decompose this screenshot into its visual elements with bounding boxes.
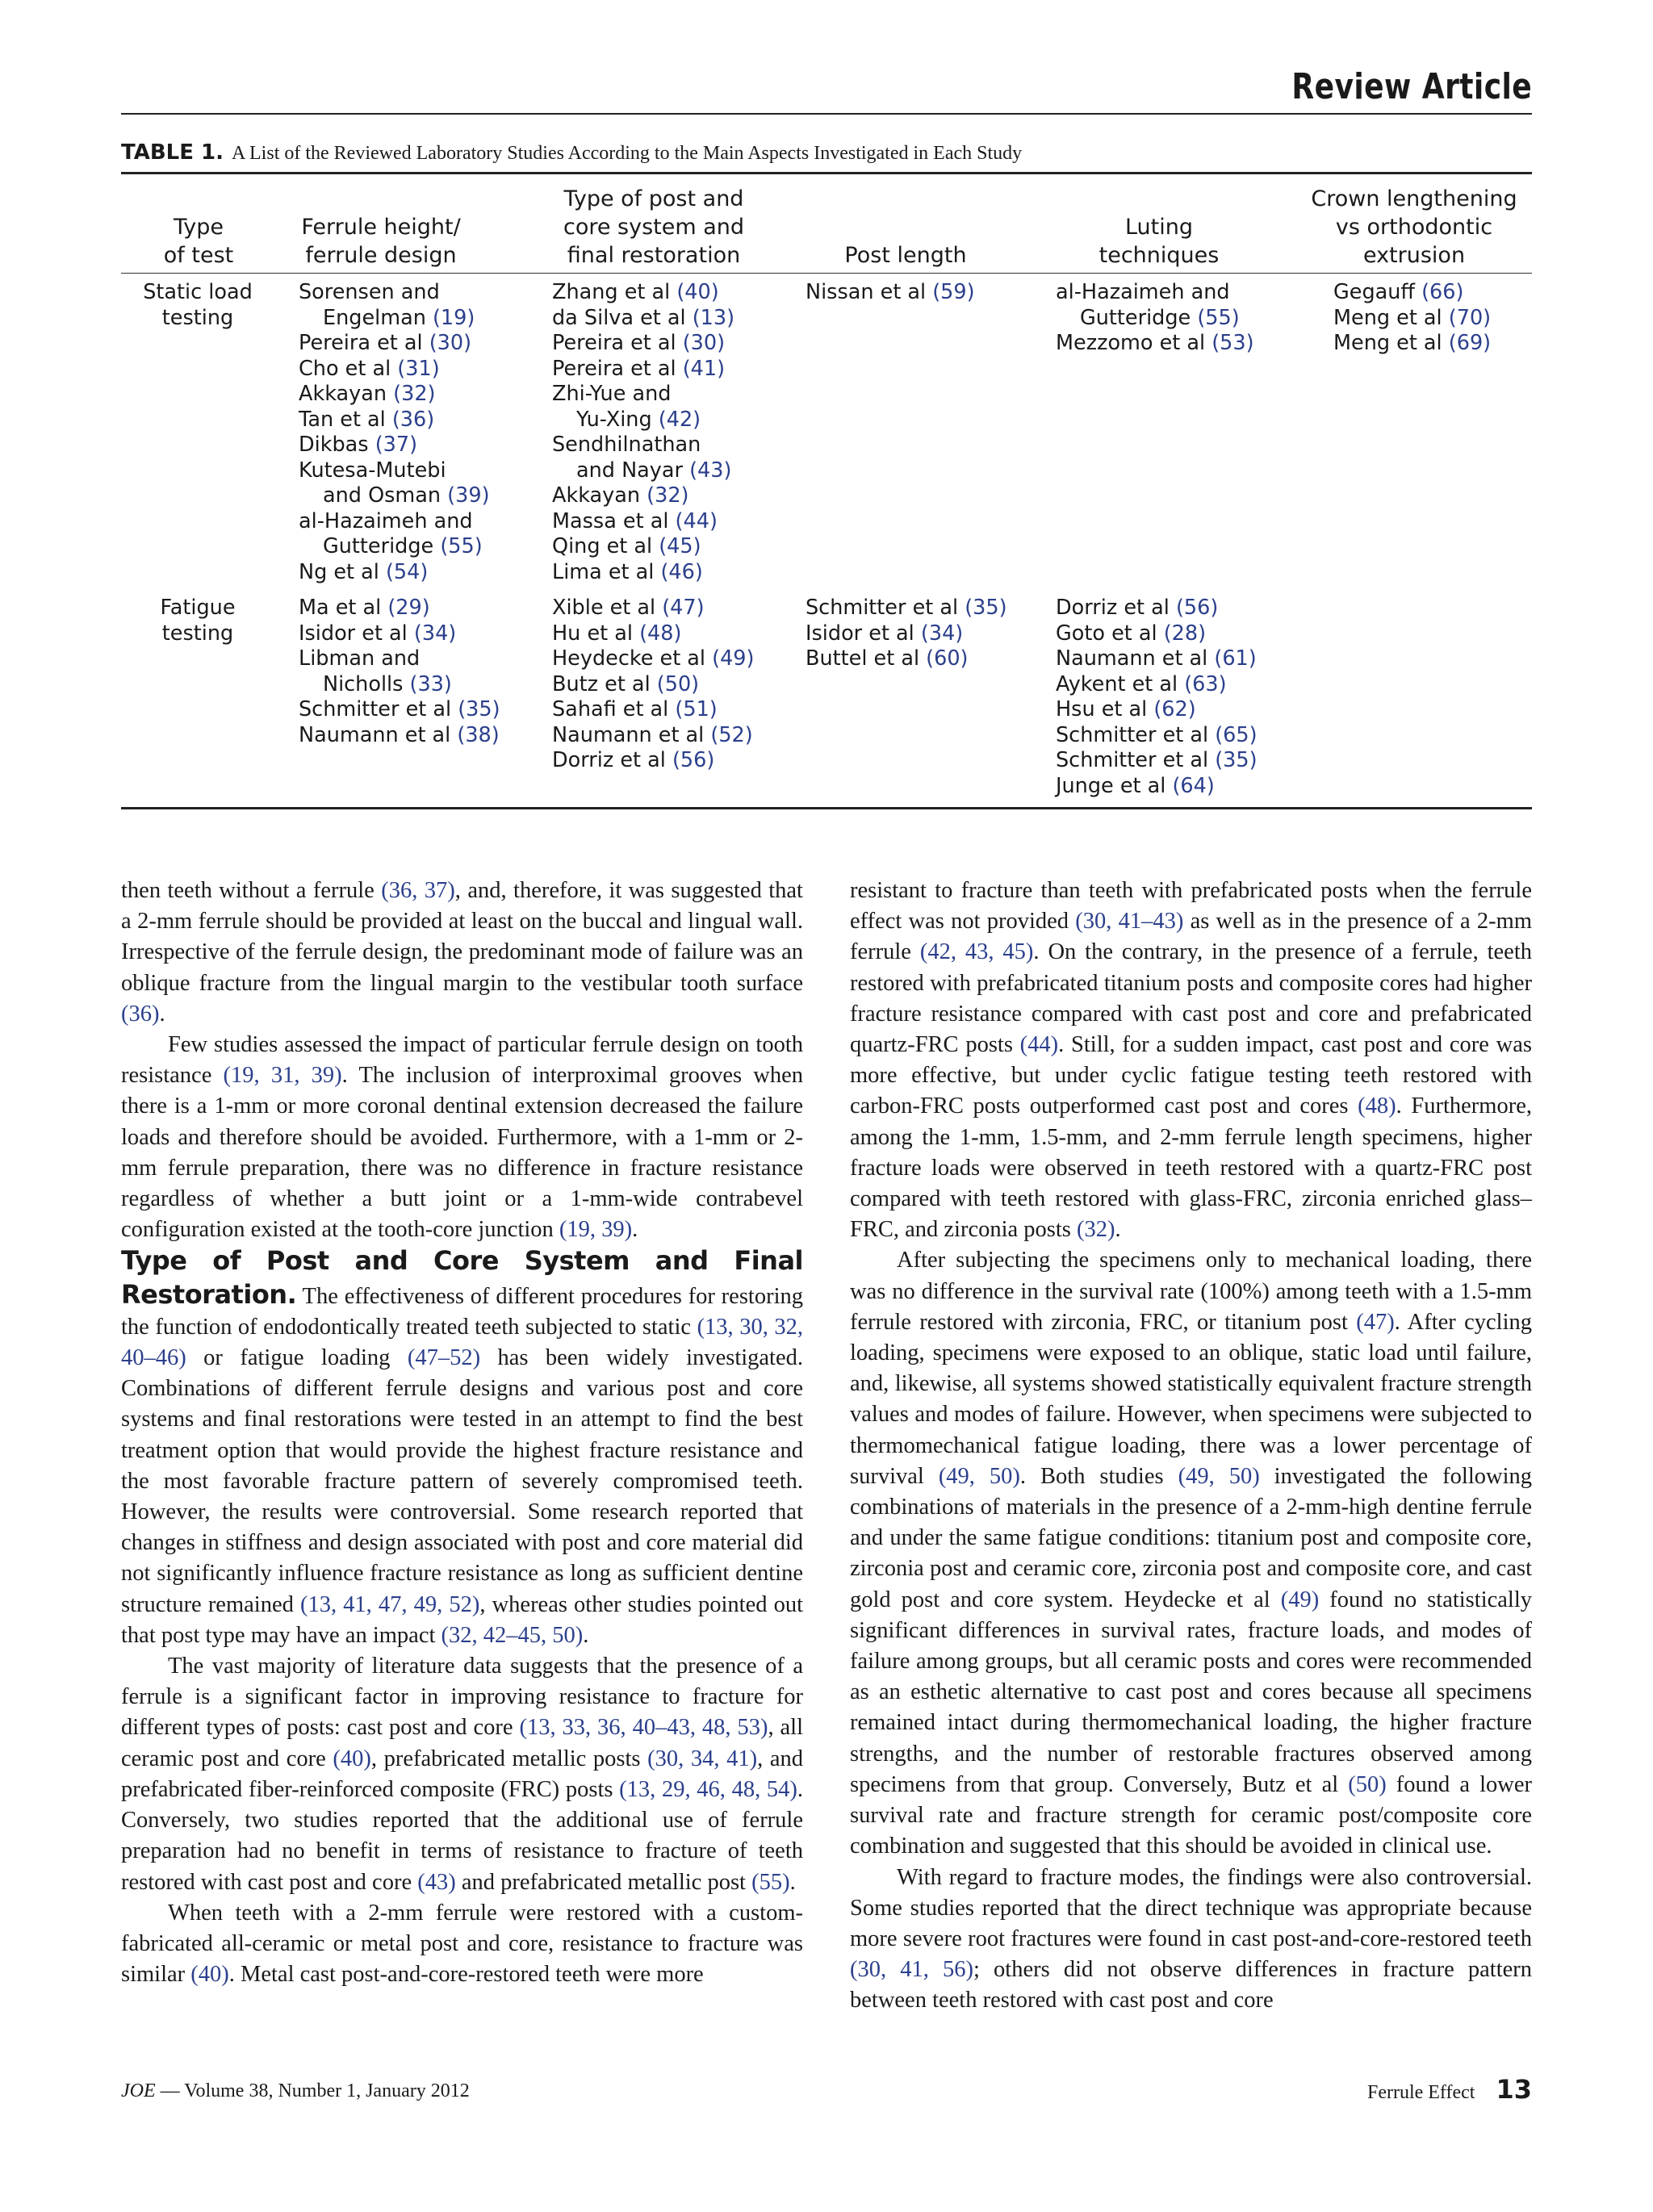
study-citation [1056, 596, 1258, 621]
study-list-cell [806, 596, 1007, 672]
reference-number: (41) [682, 356, 726, 381]
study-citation [299, 723, 500, 749]
reference-number: (47) [662, 596, 705, 620]
text-run: . [159, 1001, 165, 1027]
study-list-cell [552, 596, 754, 774]
text-run: . [583, 1622, 589, 1648]
text-run: . Furthermore, among the 1-mm, 1.5-mm, and 2-mm ferrule length specimens, higher fracture loads were observed in teeth restored with a quartz-FRC post compared with teeth restored with glass-FRC, zirconia enriched glass–FRC, and zirconia posts [850, 1093, 1532, 1243]
study-author: Naumann et al [299, 722, 458, 747]
study-author: Meng et al [1333, 305, 1449, 330]
reference-number: (63) [1184, 671, 1227, 696]
study-citation [552, 723, 754, 749]
footer-section: Ferrule Effect [1366, 2082, 1475, 2103]
text-run: With regard to fracture modes, the findings were also controversial. Some studies reported that the direct technique was appropriate because more severe root fractures were found in cast post-and-core-restored teeth [850, 1864, 1532, 1951]
study-citation [552, 331, 734, 357]
study-author: Heydecke et al [552, 646, 713, 671]
column-header-line: Post length [844, 243, 967, 268]
study-author: Nissan et al [806, 280, 933, 304]
study-citation [1056, 723, 1258, 749]
text-run: and prefabricated metallic post [455, 1869, 752, 1895]
reference-number: (34) [413, 621, 457, 646]
reference-number: (50) [656, 671, 700, 696]
reference-number: (48) [639, 621, 682, 646]
reference-number: (61) [1214, 646, 1257, 671]
study-citation [552, 621, 754, 647]
reference-number: (59) [932, 280, 975, 304]
study-citation [299, 458, 490, 484]
reference-number: (30) [429, 331, 472, 355]
study-citation [552, 534, 734, 560]
text-run: . [789, 1869, 796, 1895]
reference-number: (33) [409, 671, 452, 696]
study-author: Gegauff [1333, 280, 1422, 304]
study-author: Goto et al [1056, 621, 1164, 646]
citation: (36) [121, 1001, 160, 1027]
reference-number: (36) [391, 407, 435, 432]
column-header-line: ferrule design [305, 243, 457, 268]
reference-number: (32) [393, 382, 436, 406]
study-author: Tan et al [299, 407, 392, 432]
reference-number: (35) [1215, 748, 1258, 772]
page-number: 13 [1496, 2074, 1532, 2105]
study-author: Hu et al [552, 621, 640, 646]
right-text-column [850, 876, 1532, 2017]
text-run: Few studies assessed the impact of particular ferrule design on tooth resistance [121, 1032, 803, 1089]
citation: (32, 42–45, 50) [441, 1622, 584, 1648]
test-type-line: testing [161, 305, 234, 330]
reference-number: (44) [675, 508, 718, 533]
study-author: Meng et al [1333, 331, 1449, 355]
citation: (13, 29, 46, 48, 54) [619, 1776, 797, 1802]
study-author: Aykent et al [1056, 671, 1185, 696]
study-author: Dorriz et al [552, 748, 672, 772]
study-citation [299, 433, 490, 458]
reference-number: (37) [375, 433, 418, 457]
reference-number: (38) [457, 722, 500, 747]
text-run: , and prefabricated fiber-reinforced composite (FRC) posts [121, 1746, 804, 1802]
table-label: TABLE 1. [121, 140, 224, 165]
study-author: Nicholls [323, 671, 410, 696]
citation: (50) [1348, 1771, 1387, 1797]
study-citation [299, 306, 490, 332]
study-author: Naumann et al [552, 722, 711, 747]
study-citation [806, 596, 1007, 621]
text-run: as well as in the presence of a 2-mm ferrule [850, 909, 1532, 965]
study-citation [1333, 331, 1491, 357]
study-citation [552, 458, 734, 484]
study-author: Akkayan [552, 483, 647, 508]
study-list-cell [552, 280, 734, 585]
study-citation [299, 672, 500, 698]
reference-number: (62) [1153, 697, 1196, 721]
study-citation [299, 560, 490, 586]
study-citation [1056, 672, 1258, 698]
study-author: Engelman [323, 305, 433, 330]
reference-number: (19) [432, 305, 475, 330]
reference-number: (55) [1197, 305, 1240, 330]
left-text-column [121, 876, 803, 1990]
text-run: . The inclusion of interproximal grooves when there is a 1-mm or more coronal dentinal extension decreased the failure loads and therefore should be avoided. Furthermore, with a 1-mm or 2-mm ferrule preparation, there was no difference in fracture resistance regardless of whether a butt joint or a 1-mm-wide contrabevel configuration existed at the tooth-core junction [121, 1063, 803, 1243]
reference-number: (56) [1175, 596, 1219, 620]
text-run: resistant to fracture than teeth with prefabricated posts when the ferrule effect was not provided [850, 878, 1532, 935]
study-author: Yu-Xing [576, 407, 659, 432]
reference-number: (69) [1448, 331, 1492, 355]
study-citation [299, 357, 490, 383]
reference-number: (49) [712, 646, 755, 671]
study-author: Buttel et al [806, 646, 927, 671]
study-citation [552, 697, 754, 723]
column-header-line: techniques [1099, 243, 1220, 268]
study-list-cell [1056, 596, 1258, 799]
reference-number: (39) [447, 483, 490, 508]
study-author: Xible et al [552, 596, 663, 620]
citation: (48) [1358, 1093, 1396, 1119]
study-author: Schmitter et al [806, 596, 965, 620]
reference-number: (64) [1172, 773, 1215, 798]
text-run: . Conversely, two studies reported that the additional use of ferrule preparation had no benefit in terms of resistance to fracture of teeth restored with cast post and core [121, 1776, 803, 1895]
test-type-line: testing [161, 621, 234, 646]
study-author: Massa et al [552, 508, 676, 533]
study-author: al-Hazaimeh and [299, 508, 473, 533]
study-citation [1056, 748, 1258, 774]
text-run: has been widely investigated. Combinations of different ferrule designs and various post and core systems and final restorations were tested in an attempt to find the best treatment option that would provide the highest fracture resistance and the most favorable fracture pattern of severely compromised teeth. However, the results were controversial. Some research reported that changes in stiffness and design associated with post and core material did not significantly influence fracture resistance as long as sufficient dentine structure remained [121, 1345, 804, 1617]
paragraph [850, 876, 1532, 1245]
test-type-cell [121, 280, 274, 331]
journal-name: JOE [121, 2080, 156, 2101]
footer-right [1367, 2074, 1532, 2105]
reference-number: (51) [675, 697, 718, 721]
citation: (47–52) [407, 1345, 481, 1371]
text-run: , whereas other studies pointed out that post type may have an impact [121, 1591, 804, 1648]
citation: (42, 43, 45) [919, 939, 1034, 965]
reference-number: (30) [682, 331, 726, 355]
column-header [521, 185, 787, 270]
study-citation [299, 621, 500, 647]
text-run: , all ceramic post and core [121, 1715, 803, 1771]
study-author: Zhang et al [552, 280, 677, 304]
study-author: da Silva et al [552, 305, 693, 330]
citation: (30, 34, 41) [647, 1746, 758, 1771]
study-citation [299, 483, 490, 509]
column-header-line: vs orthodontic [1335, 215, 1493, 240]
study-list-cell [806, 280, 975, 306]
study-author: and Nayar [576, 458, 690, 483]
study-citation [1056, 774, 1258, 800]
study-list-cell [299, 280, 490, 585]
reference-number: (52) [710, 722, 753, 747]
reference-number: (35) [458, 697, 500, 721]
text-run: . On the contrary, in the presence of a ferrule, teeth restored with prefabricated titanium posts and composite cores had higher fracture resistance compared with cast post and core and prefabricated quartz-FRC posts [850, 939, 1532, 1058]
citation: (19, 39) [559, 1217, 633, 1243]
study-citation [1056, 331, 1254, 357]
study-citation [552, 483, 734, 509]
citation: (30, 41, 56) [850, 1957, 973, 1983]
study-citation [299, 408, 490, 433]
study-author: Pereira et al [299, 331, 429, 355]
header-rule [121, 113, 1532, 115]
text-run: then teeth without a ferrule [121, 878, 382, 903]
table-bottom-rule [121, 807, 1532, 809]
journal-issue: — Volume 38, Number 1, January 2012 [155, 2080, 470, 2101]
table-header-rule [121, 273, 1532, 274]
study-author: Isidor et al [806, 621, 921, 646]
reference-number: (42) [658, 407, 701, 432]
text-run: When teeth with a 2-mm ferrule were restored with a custom-fabricated all-ceramic or metal post and core, resistance to fracture was similar [121, 1900, 803, 1988]
column-header [801, 241, 1011, 270]
study-citation [552, 672, 754, 698]
paragraph [121, 1030, 803, 1245]
study-author: Butz et al [552, 671, 657, 696]
reference-number: (46) [660, 559, 703, 584]
study-citation [299, 596, 500, 621]
study-author: Gutteridge [1080, 305, 1198, 330]
study-author: Libman and [299, 646, 421, 671]
study-citation [1056, 621, 1258, 647]
text-run: found no statistically significant differences in survival rates, fracture loads, and modes of failure among groups, but all ceramic posts and cores were recommended as an esthetic alternative to cast post and cores because all specimens remained intact during thermomechanical loading, the higher fracture strengths, and the number of restorable fractures observed among specimens from that group. Conversely, Butz et al [850, 1587, 1532, 1797]
study-citation [1056, 697, 1258, 723]
table-caption-text: A List of the Reviewed Laboratory Studies According to the Main Aspects Investigated in Each Study [232, 143, 1023, 164]
paragraph [850, 1863, 1532, 2017]
citation: (13, 33, 36, 40–43, 48, 53) [519, 1715, 768, 1741]
reference-number: (32) [647, 483, 689, 508]
text-run: . [1115, 1217, 1121, 1243]
reference-number: (45) [659, 534, 701, 558]
column-header-line: Luting [1124, 215, 1194, 240]
table-top-rule [121, 172, 1532, 174]
text-run: ; others did not observe differences in fracture pattern between teeth restored with cast post and core [850, 1957, 1532, 2013]
citation: (13, 41, 47, 49, 52) [299, 1591, 480, 1617]
study-citation [299, 509, 490, 535]
study-citation [1333, 306, 1491, 332]
text-run: After subjecting the specimens only to mechanical loading, there was no difference in the survival rate (100%) among teeth with a 1.5-mm ferrule restored with zirconia, FRC, or titanium post [850, 1248, 1532, 1335]
study-author: Sendhilnathan [552, 433, 701, 457]
citation: (44) [1019, 1032, 1059, 1058]
column-header [1281, 185, 1547, 270]
reference-number: (65) [1215, 722, 1258, 747]
citation: (43) [417, 1869, 456, 1895]
study-citation [1056, 306, 1254, 332]
text-run: , and, therefore, it was suggested that a 2-mm ferrule should be provided at least on the buccal and lingual wall. Irrespective of the ferrule design, the predominant mode of failure was an oblique fracture from the lingual margin to the vestibular tooth surface [121, 878, 803, 996]
column-header [126, 213, 271, 270]
study-author: Akkayan [299, 382, 394, 406]
citation: (49) [1280, 1587, 1320, 1612]
study-author: Schmitter et al [1056, 722, 1216, 747]
text-run: or fatigue loading [186, 1345, 408, 1371]
column-header-line: Crown lengthening [1311, 186, 1517, 211]
study-citation [552, 433, 734, 458]
column-header-line: core system and [563, 215, 745, 240]
reference-number: (54) [385, 559, 429, 584]
study-author: Schmitter et al [1056, 748, 1216, 772]
page-header-title: Review Article [1291, 66, 1532, 107]
study-author: Qing et al [552, 534, 659, 558]
section-heading: Type of Post and Core System and Final Restoration. [121, 1245, 803, 1310]
paragraph [121, 1898, 803, 1991]
citation: (49, 50) [1178, 1463, 1260, 1489]
reference-number: (40) [676, 280, 719, 304]
study-citation [552, 382, 734, 408]
study-author: Sahafi et al [552, 697, 676, 721]
study-author: Kutesa-Mutebi [299, 458, 446, 483]
study-author: Dorriz et al [1056, 596, 1176, 620]
study-list-cell [1333, 280, 1491, 357]
reference-number: (34) [920, 621, 964, 646]
study-citation [552, 408, 734, 433]
study-citation [299, 534, 490, 560]
reference-number: (13) [692, 305, 735, 330]
study-author: Sorensen and [299, 280, 440, 304]
text-run: . Metal cast post-and-core-restored teeth were more [228, 1962, 704, 1988]
study-citation [552, 509, 734, 535]
reference-number: (31) [397, 356, 440, 381]
citation: (30, 41–43) [1075, 909, 1184, 935]
reference-number: (28) [1163, 621, 1207, 646]
test-type-line: Fatigue [160, 596, 236, 620]
study-author: and Osman [323, 483, 448, 508]
citation: (40) [333, 1746, 371, 1771]
citation: (19, 31, 39) [223, 1063, 342, 1089]
text-run: The effectiveness of different procedures for restoring the function of endodontically treated teeth subjected to static [121, 1283, 803, 1340]
paragraph [121, 1651, 803, 1898]
citation: (40) [190, 1962, 229, 1988]
text-run: . Both studies [1019, 1463, 1178, 1489]
citation: (55) [751, 1869, 790, 1895]
column-header [260, 213, 502, 270]
text-run: The vast majority of literature data suggests that the presence of a ferrule is a significant factor in improving resistance to fracture for different types of posts: cast post and core [121, 1654, 803, 1741]
study-author: Mezzomo et al [1056, 331, 1212, 355]
footer-journal [121, 2080, 470, 2102]
text-run: . [632, 1217, 638, 1243]
column-header-line: of test [163, 243, 234, 268]
study-author: Ma et al [299, 596, 388, 620]
text-run: . After cycling loading, specimens were exposed to an oblique, static load until failure, and, likewise, all systems showed statistically equivalent fracture strength values and modes of failure. However, when specimens were subjected to thermomechanical fatigue loading, there was a lower percentage of survival [850, 1309, 1532, 1489]
column-header [1038, 213, 1280, 270]
study-citation [552, 306, 734, 332]
column-header-line: Type [173, 215, 224, 240]
study-author: Ng et al [299, 559, 386, 584]
text-run: , prefabricated metallic posts [370, 1746, 648, 1771]
column-header-line: extrusion [1362, 243, 1466, 268]
paragraph [850, 1245, 1532, 1862]
study-author: Hsu et al [1056, 697, 1154, 721]
study-author: Schmitter et al [299, 697, 458, 721]
table-caption [121, 140, 1022, 165]
study-author: Isidor et al [299, 621, 414, 646]
study-author: Zhi-Yue and [552, 382, 672, 406]
study-citation [1333, 280, 1491, 306]
study-author: Junge et al [1056, 773, 1173, 798]
text-run: . Still, for a sudden impact, cast post and core was more effective, but under cyclic fatigue testing teeth restored with carbon-FRC posts outperformed cast post and cores [850, 1032, 1533, 1119]
study-author: Lima et al [552, 559, 661, 584]
study-list-cell [299, 596, 500, 748]
study-author: Naumann et al [1056, 646, 1215, 671]
text-run: investigated the following combinations of materials in the presence of a 2-mm-high dentine ferrule and under the same fatigue conditions: titanium post and composite core, zirconia post and ceramic core, zirconia post and composite core, and cast gold post and core system. Heydecke et al [850, 1463, 1532, 1612]
study-author: Pereira et al [552, 331, 683, 355]
study-citation [552, 560, 734, 586]
study-citation [552, 280, 734, 306]
reference-number: (70) [1448, 305, 1492, 330]
study-citation [299, 280, 490, 306]
citation: (36, 37) [381, 878, 455, 903]
study-citation [299, 331, 490, 357]
study-citation [552, 748, 754, 774]
paragraph [121, 1245, 803, 1651]
study-citation [299, 646, 500, 672]
column-header-line: final restoration [567, 243, 741, 268]
study-citation [299, 697, 500, 723]
study-list-cell [1056, 280, 1254, 357]
citation: (13, 30, 32, 40–46) [121, 1314, 803, 1371]
reference-number: (29) [387, 596, 430, 620]
study-author: al-Hazaimeh and [1056, 280, 1230, 304]
text-run: found a lower survival rate and fracture strength for ceramic post/composite core combination and suggested that this should be avoided in clinical use. [850, 1771, 1533, 1859]
reference-number: (56) [672, 748, 715, 772]
reference-number: (55) [440, 534, 483, 558]
citation: (49, 50) [938, 1463, 1020, 1489]
reference-number: (35) [965, 596, 1007, 620]
reference-number: (60) [926, 646, 969, 671]
reference-number: (43) [689, 458, 732, 483]
test-type-cell [121, 596, 274, 646]
study-citation [1056, 646, 1258, 672]
study-citation [1056, 280, 1254, 306]
reference-number: (66) [1421, 280, 1464, 304]
citation: (32) [1077, 1217, 1115, 1243]
reference-number: (53) [1212, 331, 1254, 355]
study-citation [806, 280, 975, 306]
study-citation [552, 646, 754, 672]
study-author: Pereira et al [552, 356, 683, 381]
study-citation [299, 382, 490, 408]
study-author: Dikbas [299, 433, 375, 457]
citation: (47) [1356, 1309, 1395, 1335]
paragraph [121, 876, 803, 1030]
column-header-line: Type of post and [563, 186, 744, 211]
study-citation [806, 646, 1007, 672]
study-citation [806, 621, 1007, 647]
study-citation [552, 596, 754, 621]
study-author: Gutteridge [323, 534, 441, 558]
test-type-line: Static load [143, 280, 253, 304]
study-citation [552, 357, 734, 383]
study-author: Cho et al [299, 356, 398, 381]
column-header-line: Ferrule height/ [301, 215, 461, 240]
